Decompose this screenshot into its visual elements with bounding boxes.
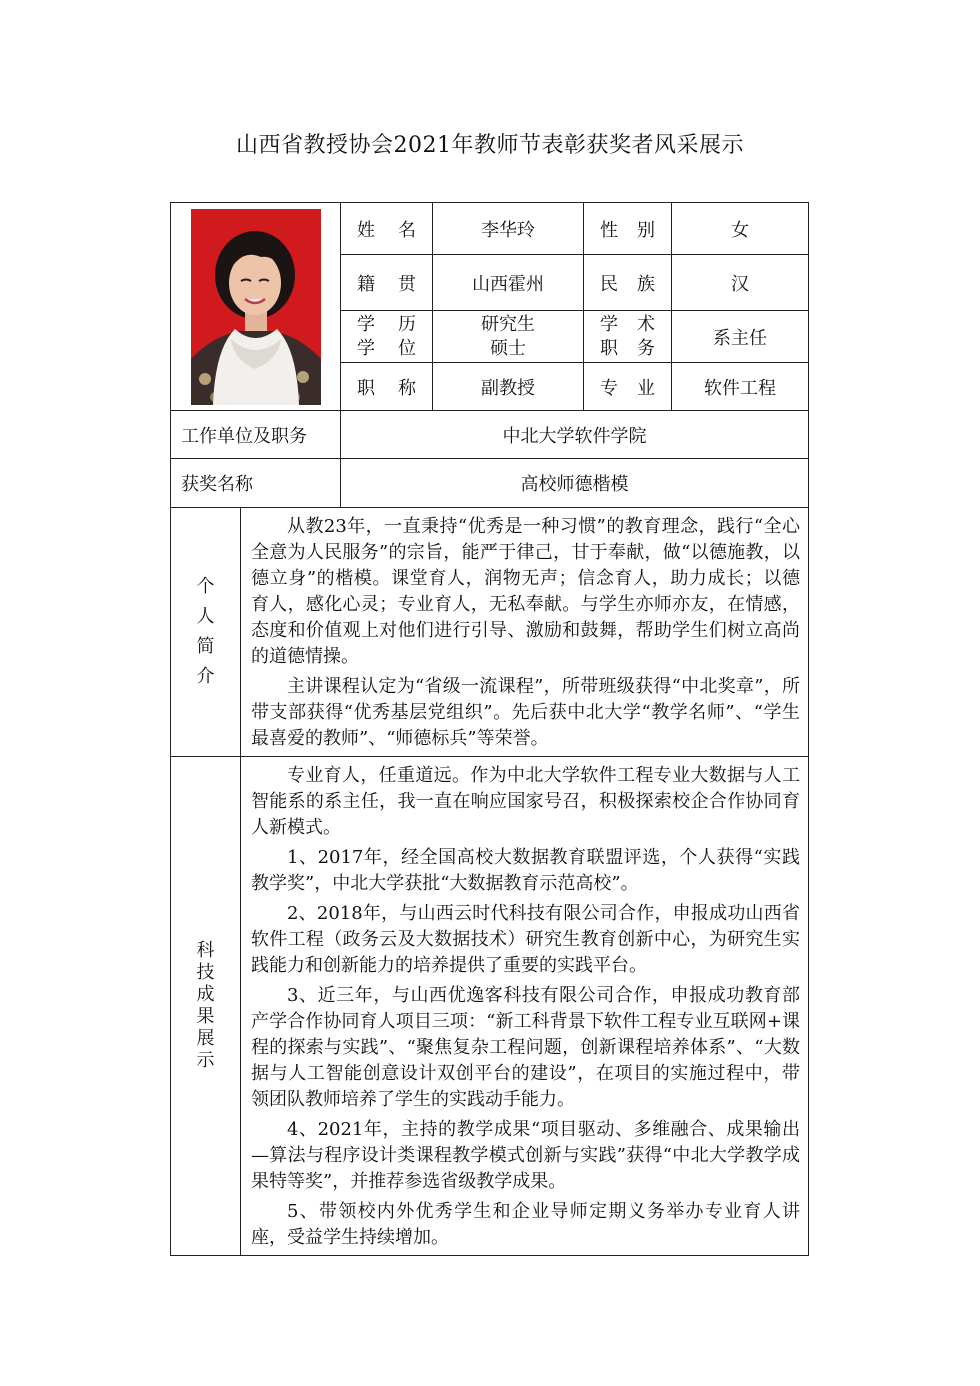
- education-value-line1: 研究生: [481, 313, 535, 335]
- education-label: [341, 311, 433, 363]
- work-unit-value: 中北大学软件学院: [341, 411, 809, 459]
- education-value-line2: 硕士: [490, 337, 526, 359]
- award-name-label: 获奖名称: [171, 459, 341, 508]
- work-unit-label: 工作单位及职务: [171, 411, 341, 459]
- achievement-paragraph: 专业育人，任重道远。作为中北大学软件工程专业大数据与人工智能系的系主任，我一直在响应国家号召，积极探索校企合作协同育人新模式。: [251, 765, 800, 838]
- academic-post-label: [584, 311, 672, 363]
- achievements-label-cell: [171, 757, 241, 1256]
- intro-label: 个人简介: [196, 576, 215, 687]
- page-title: 山西省教授协会2021年教师节表彰获奖者风采展示: [236, 133, 744, 158]
- achievement-paragraph: 2、2018年，与山西云时代科技有限公司合作，申报成功山西省软件工程（政务云及大数据技术）研究生教育创新中心，为研究生实践能力和创新能力的培养提供了重要的实践平台。: [251, 903, 800, 976]
- achievement-paragraph: 4、2021年，主持的教学成果“项目驱动、多维融合、成果输出—算法与程序设计类课程教学模式创新与实践”获得“中北大学教学成果特等奖”，并推荐参选省级教学成果。: [251, 1119, 800, 1192]
- education-label-line2: 学位: [357, 337, 416, 359]
- achievements-label: 科技成果展示: [196, 940, 215, 1071]
- portrait-photo: [191, 209, 321, 405]
- professional-title-label: 职称: [341, 363, 433, 411]
- major-label: 专业: [584, 363, 672, 411]
- intro-label-cell: [171, 508, 241, 757]
- major-value: 软件工程: [672, 363, 809, 411]
- achievement-paragraph: 3、近三年，与山西优逸客科技有限公司合作，申报成功教育部产学合作协同育人项目三项：“新工科背景下软件工程专业互联网+课程的探索与实践”、“聚焦复杂工程问题，创新课程培养体系”、“大数据与人工智能创意设计双创平台的建设”，在项目的实施过程中，带领团队教师培养了学生的实践动手能力。: [251, 985, 800, 1110]
- award-name-value: 高校师德楷模: [341, 459, 809, 508]
- academic-post-value: 系主任: [672, 311, 809, 363]
- profile-table: [170, 202, 809, 1256]
- professional-title-value: 副教授: [433, 363, 584, 411]
- achievements-content: [241, 757, 809, 1256]
- name-value: 李华玲: [433, 203, 584, 255]
- education-label-line1: 学历: [357, 313, 416, 335]
- photo-cell: [171, 203, 341, 411]
- achievement-paragraph: 5、带领校内外优秀学生和企业导师定期义务举办专业育人讲座，受益学生持续增加。: [251, 1201, 800, 1248]
- academic-post-label-line1: 学术: [600, 313, 655, 335]
- intro-content: [241, 508, 809, 757]
- ethnicity-value: 汉: [672, 255, 809, 311]
- intro-paragraph: 主讲课程认定为“省级一流课程”，所带班级获得“中北奖章”，所带支部获得“优秀基层党组织”。先后获中北大学“教学名师”、“学生最喜爱的教师”、“师德标兵”等荣誉。: [251, 676, 800, 749]
- native-place-value: 山西霍州: [433, 255, 584, 311]
- native-place-label: 籍贯: [341, 255, 433, 311]
- name-label: 姓名: [341, 203, 433, 255]
- academic-post-label-line2: 职务: [600, 337, 655, 359]
- achievement-paragraph: 1、2017年，经全国高校大数据教育联盟评选，个人获得“实践教学奖”，中北大学获批“大数据教育示范高校”。: [251, 847, 800, 894]
- gender-label: 性别: [584, 203, 672, 255]
- gender-value: 女: [672, 203, 809, 255]
- education-value: [433, 311, 584, 363]
- intro-paragraph: 从教23年，一直秉持“优秀是一种习惯”的教育理念，践行“全心全意为人民服务”的宗旨，能严于律己，甘于奉献，做“以德施教，以德立身”的楷模。课堂育人，润物无声；信念育人，助力成长；以德育人，感化心灵；专业育人，无私奉献。与学生亦师亦友，在情感，态度和价值观上对他们进行引导、激励和鼓舞，帮助学生们树立高尚的道德情操。: [251, 516, 800, 667]
- ethnicity-label: 民族: [584, 255, 672, 311]
